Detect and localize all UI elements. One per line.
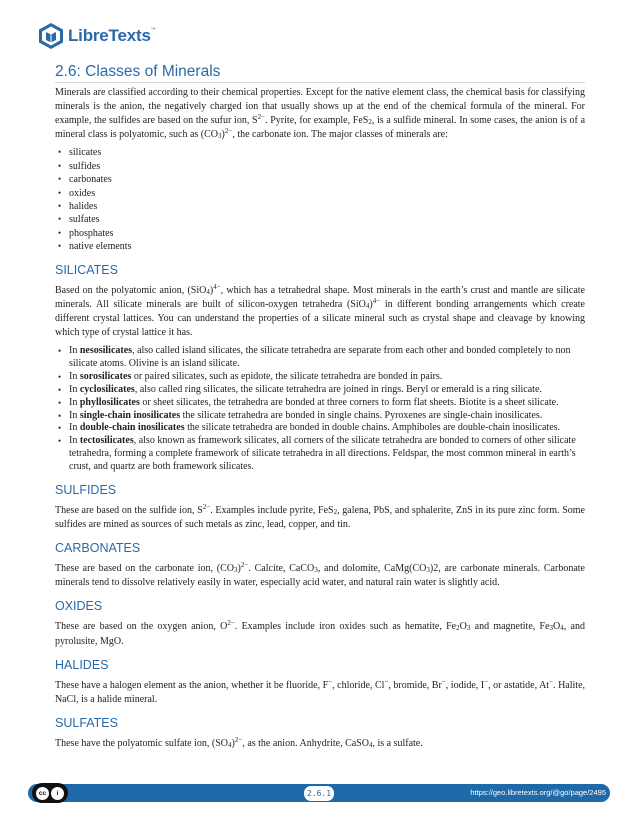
- body-text: . Examples include iron oxides such as hematite, Fe: [234, 621, 457, 633]
- body-text: ): [231, 737, 235, 749]
- list-item: [69, 410, 585, 423]
- superscript: 4−: [372, 296, 381, 305]
- item-prefix: In: [69, 370, 80, 382]
- body-text: O: [553, 621, 561, 633]
- sulfates-paragraph: [55, 737, 585, 751]
- article-body: [55, 86, 585, 751]
- term: sorosilicates: [79, 370, 132, 382]
- halides-paragraph: [55, 679, 585, 707]
- body-text: in different bonding arrangements which create different crystal lattices. You can understand the properties of a silicate mineral such as crystal shape and cleavage by knowing which type of crystal lattice it has.: [55, 298, 585, 338]
- subscript: 2: [368, 118, 372, 127]
- body-text: ): [237, 563, 241, 575]
- subscript: 4: [560, 624, 564, 633]
- libretexts-logo-icon: [38, 22, 64, 50]
- superscript: 2−: [224, 127, 233, 136]
- subscript: 4: [368, 740, 373, 749]
- item-prefix: In: [69, 396, 80, 408]
- item-prefix: In: [69, 345, 80, 356]
- superscript: −: [384, 677, 389, 686]
- body-text: , chloride, Cl: [332, 679, 385, 691]
- silicate-types-list: [69, 345, 585, 474]
- body-text: . Calcite, CaCO: [248, 563, 315, 575]
- body-text: , and pyrolusite, MgO.: [55, 621, 585, 647]
- section-heading-sulfates: SULFATES: [55, 715, 118, 730]
- body-text: , or astatide, At: [488, 679, 550, 691]
- title-divider: [55, 82, 585, 83]
- term: cyclosilicates: [79, 383, 135, 395]
- intro-text: , the carbonate ion. The major classes of minerals are:: [232, 129, 448, 141]
- subscript: 4: [206, 287, 210, 296]
- intro-text: ): [221, 129, 225, 141]
- list-item: [69, 435, 585, 474]
- term: tectosilicates: [79, 435, 134, 447]
- carbonates-paragraph: [55, 562, 585, 590]
- item-prefix: In: [69, 409, 80, 421]
- list-item: [69, 384, 585, 397]
- body-text: These are based on the sulfide ion, S: [55, 505, 203, 517]
- intro-text: Minerals are classified according to their chemical properties. Except for the native element class, the chemical basis for classifying minerals is the anion, the negatively charged ion that usually shows up at the end of the chemical formula of the mineral. For example, the sulfides are based on the sufur ion, S: [55, 87, 585, 127]
- list-item: • halides: [69, 200, 585, 213]
- section-heading-sulfides: SULFIDES: [55, 483, 117, 498]
- logo-text: LibreTexts: [68, 26, 151, 45]
- item-text: or paired silicates, such as epidote, the silicate tetrahedra are bonded in pairs.: [131, 370, 443, 382]
- body-text: , and dolomite, CaMg(CO: [317, 563, 427, 575]
- list-item: [69, 345, 585, 371]
- list-item: • native elements: [69, 240, 585, 253]
- term: single-chain inosilicates: [79, 409, 181, 421]
- body-text: , as the anion. Anhydrite, CaSO: [242, 737, 369, 749]
- cc-icon: cc: [36, 787, 49, 800]
- body-text: ): [369, 298, 373, 310]
- item-text: , also called ring silicates, the silicate tetrahedra are joined in rings. Beryl or emerald is a ring silicate.: [134, 383, 542, 395]
- body-text: , bromide, Br: [388, 679, 442, 691]
- subscript: 2: [333, 508, 338, 517]
- subscript: 3: [426, 566, 430, 575]
- page-url-link[interactable]: https://geo.libretexts.org/@go/page/2495: [470, 788, 606, 797]
- item-prefix: In: [69, 383, 80, 395]
- section-heading-oxides: OXIDES: [55, 599, 103, 614]
- superscript: 2−: [257, 113, 266, 122]
- item-text: the silicate tetrahedra are bonded in single chains. Pyroxenes are single-chain inosilicates.: [180, 409, 543, 421]
- list-item: • silicates: [69, 146, 585, 159]
- list-item: • oxides: [69, 187, 585, 200]
- subscript: 4: [365, 301, 370, 310]
- item-text: or sheet silicates, the tetrahedra are bonded at three corners to form flat sheets. Biotite is a sheet silicate.: [139, 396, 559, 408]
- body-text: These have the polyatomic sulfate ion, (SO: [55, 737, 229, 749]
- logo-trademark: ™: [150, 27, 156, 33]
- item-text: , also called island silicates, the silicate tetrahedra are separate from each other and bonded completely to non silicate atoms. Olivine is an island silicate.: [69, 345, 571, 369]
- subscript: 4: [228, 740, 232, 749]
- superscript: −: [549, 677, 554, 686]
- body-text: . Halite, NaCl, is a halide mineral.: [55, 679, 586, 705]
- subscript: 2: [456, 624, 460, 633]
- list-item: • sulfides: [69, 160, 585, 173]
- list-item: • sulfates: [69, 213, 585, 226]
- list-item: • carbonates: [69, 173, 585, 186]
- subscript: 3: [466, 624, 471, 633]
- list-item: • phosphates: [69, 227, 585, 240]
- intro-paragraph: [55, 86, 585, 142]
- term: double-chain inosilicates: [79, 422, 185, 434]
- superscript: 2−: [227, 619, 235, 628]
- item-text: , also known as framework silicates, all corners of the silicate tetrahedra are bonded to corners of other silicate tetrahedra, forming a complete framework of silicate tetrahedra in all directions. Feldspar, the most common mineral in earth’s crust, and quartz are both framework silicates.: [69, 435, 576, 473]
- libretexts-logo[interactable]: [38, 21, 156, 51]
- body-text: These have a halogen element as the anion, whether it be fluoride, F: [55, 679, 329, 691]
- superscript: −: [441, 677, 446, 686]
- superscript: −: [484, 677, 489, 686]
- attribution-icon: i: [51, 787, 64, 800]
- body-text: , galena, PbS, and sphalerite, ZnS in its pure zinc form. Some sulfides are mined as sources of such metals as zinc, lead, copper, and tin.: [55, 505, 585, 531]
- item-text: the silicate tetrahedra are bonded in double chains. Amphiboles are double-chain inosilicates.: [184, 422, 561, 434]
- body-text: , is a sulfate.: [372, 737, 423, 749]
- body-text: )2, are carbonate minerals. Carbonate minerals tend to dissolve relatively easily in water, especially acid water, and natural rain water is slightly acid.: [55, 563, 585, 589]
- superscript: 2−: [202, 503, 211, 512]
- page-number: 2.6.1: [304, 786, 334, 801]
- body-text: These are based on the oxygen anion, O: [55, 621, 228, 633]
- superscript: −: [328, 677, 333, 686]
- logo-wordmark: [68, 26, 156, 46]
- oxides-paragraph: [55, 620, 585, 648]
- body-text: ): [209, 284, 214, 296]
- subscript: 3: [234, 566, 238, 575]
- body-text: and magnetite, Fe: [470, 621, 550, 633]
- item-prefix: In: [69, 422, 80, 434]
- silicates-paragraph: [55, 284, 585, 340]
- subscript: 3: [314, 566, 318, 575]
- list-item: [69, 422, 585, 435]
- subscript: 3: [549, 624, 554, 633]
- page-title: 2.6: Classes of Minerals: [55, 63, 221, 80]
- superscript: 2−: [240, 561, 249, 570]
- term: nesosilicates: [79, 345, 133, 356]
- list-item: [69, 371, 585, 384]
- intro-text: . Pyrite, for example, FeS: [265, 115, 369, 127]
- term: phyllosilicates: [79, 396, 140, 408]
- mineral-classes-list: [69, 146, 585, 253]
- intro-text: , is a sulfide mineral. In some cases, the anion is of a mineral class is polyatomic, such as (CO: [55, 115, 586, 141]
- item-prefix: In: [69, 435, 80, 447]
- body-text: , iodide, I: [445, 679, 485, 691]
- creative-commons-badge[interactable]: [32, 783, 68, 803]
- body-text: Based on the polyatomic anion, (SiO: [55, 284, 207, 296]
- superscript: 2−: [234, 735, 243, 744]
- body-text: These are based on the carbonate ion, (CO: [55, 563, 235, 575]
- section-heading-carbonates: CARBONATES: [55, 541, 141, 556]
- list-item: [69, 397, 585, 410]
- body-text: . Examples include pyrite, FeS: [210, 505, 334, 517]
- section-heading-halides: HALIDES: [55, 657, 109, 672]
- body-text: O: [459, 621, 467, 633]
- subscript: 3: [218, 132, 222, 141]
- sulfides-paragraph: [55, 504, 585, 532]
- superscript: 4−: [213, 282, 221, 291]
- section-heading-silicates: SILICATES: [55, 262, 118, 277]
- body-text: , which has a tetrahedral shape. Most minerals in the earth’s crust and mantle are silicate minerals. All silicate minerals are built of silicon-oxygen tetrahedra (SiO: [55, 284, 585, 310]
